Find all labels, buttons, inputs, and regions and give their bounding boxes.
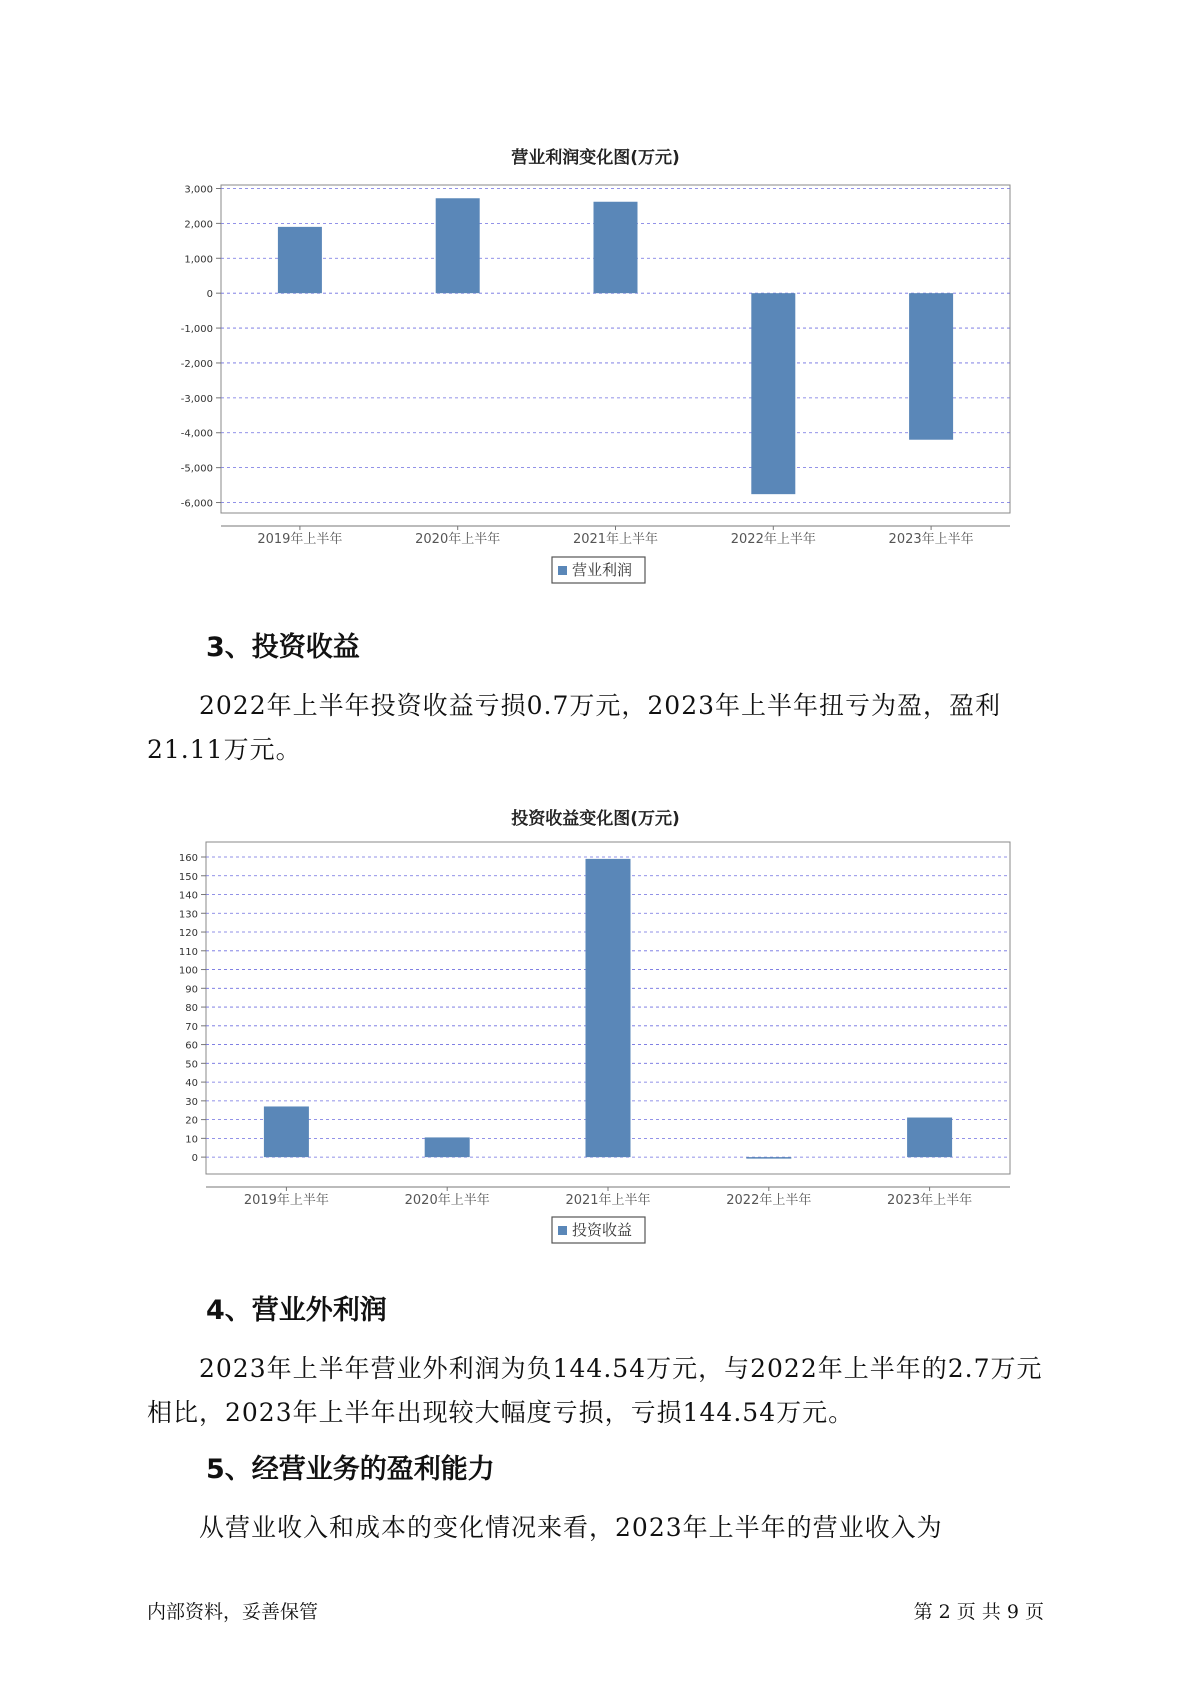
footer-page-number: 第 2 页 共 9 页: [913, 1601, 1044, 1623]
y-tick-label: 30: [185, 1096, 198, 1108]
y-tick-label: 140: [178, 890, 198, 902]
y-tick-label: 100: [178, 965, 198, 977]
section3-paragraph: 2022年上半年投资收益亏损0.7万元，2023年上半年扭亏为盈，盈利21.11万元。: [147, 691, 1002, 764]
y-tick-label: 60: [185, 1040, 198, 1052]
x-tick-label: 2020年上半年: [404, 1193, 490, 1208]
bar-2021年上半年: [594, 202, 638, 293]
y-tick-label: 3,000: [184, 184, 213, 196]
legend-swatch: [558, 566, 567, 575]
y-tick-label: -3,000: [180, 393, 213, 405]
bar-2023年上半年: [909, 293, 953, 440]
y-tick-label: 40: [185, 1078, 198, 1090]
x-tick-label: 2020年上半年: [415, 532, 501, 547]
section5-heading: 5、经营业务的盈利能力: [206, 1454, 495, 1485]
section4-heading: 4、营业外利润: [206, 1295, 387, 1326]
y-tick-label: 120: [178, 928, 198, 940]
bar-2020年上半年: [425, 1137, 470, 1157]
y-tick-label: -5,000: [180, 463, 213, 475]
bar-2020年上半年: [436, 198, 480, 293]
y-tick-label: 50: [185, 1059, 198, 1071]
y-tick-label: 90: [185, 984, 198, 996]
chart1-title: 营业利润变化图(万元): [511, 148, 680, 168]
bar-2019年上半年: [264, 1106, 309, 1157]
bar-2023年上半年: [907, 1118, 952, 1158]
y-tick-label: 2,000: [184, 219, 213, 231]
y-tick-label: 130: [178, 909, 198, 921]
chart1-operating-profit: [0, 120, 1191, 590]
y-tick-label: 0: [191, 1153, 198, 1165]
legend-swatch: [558, 1226, 567, 1235]
y-tick-label: -1,000: [180, 324, 213, 336]
section5-paragraph: 从营业收入和成本的变化情况来看，2023年上半年的营业收入为: [199, 1513, 943, 1542]
chart2-investment-income: [0, 830, 1191, 1250]
x-tick-label: 2019年上半年: [257, 532, 343, 547]
y-tick-label: -2,000: [180, 358, 213, 370]
y-tick-label: 70: [185, 1021, 198, 1033]
bar-2022年上半年: [746, 1157, 791, 1159]
x-tick-label: 2021年上半年: [572, 532, 659, 547]
x-tick-label: 2021年上半年: [565, 1193, 651, 1208]
x-tick-label: 2022年上半年: [730, 532, 816, 547]
legend: [552, 557, 645, 583]
y-tick-label: 160: [178, 853, 198, 865]
bar-2021年上半年: [586, 859, 631, 1157]
x-tick-label: 2019年上半年: [243, 1193, 329, 1208]
y-tick-label: 0: [206, 289, 213, 301]
bar-2019年上半年: [278, 227, 322, 293]
legend-label: 投资收益: [572, 1221, 633, 1239]
section3-heading: 3、投资收益: [206, 632, 360, 663]
legend-label: 营业利润: [572, 561, 633, 579]
section4-paragraph: 2023年上半年营业外利润为负144.54万元，与2022年上半年的2.7万元相比，2023年上半年出现较大幅度亏损，亏损144.54万元。: [147, 1354, 1043, 1427]
x-tick-label: 2023年上半年: [887, 1193, 973, 1208]
y-tick-label: 150: [178, 871, 198, 883]
y-tick-label: 1,000: [184, 254, 213, 266]
y-tick-label: 10: [185, 1134, 198, 1146]
footer-confidential: 内部资料，妥善保管: [147, 1601, 319, 1623]
legend: [552, 1217, 645, 1243]
y-tick-label: -6,000: [180, 498, 213, 510]
x-tick-label: 2022年上半年: [726, 1193, 812, 1208]
x-tick-label: 2023年上半年: [888, 532, 974, 547]
chart2-title: 投资收益变化图(万元): [511, 809, 680, 829]
y-tick-label: 110: [178, 946, 198, 958]
y-tick-label: 80: [185, 1003, 198, 1015]
bar-2022年上半年: [751, 293, 795, 494]
y-tick-label: -4,000: [180, 428, 213, 440]
y-tick-label: 20: [185, 1115, 198, 1127]
